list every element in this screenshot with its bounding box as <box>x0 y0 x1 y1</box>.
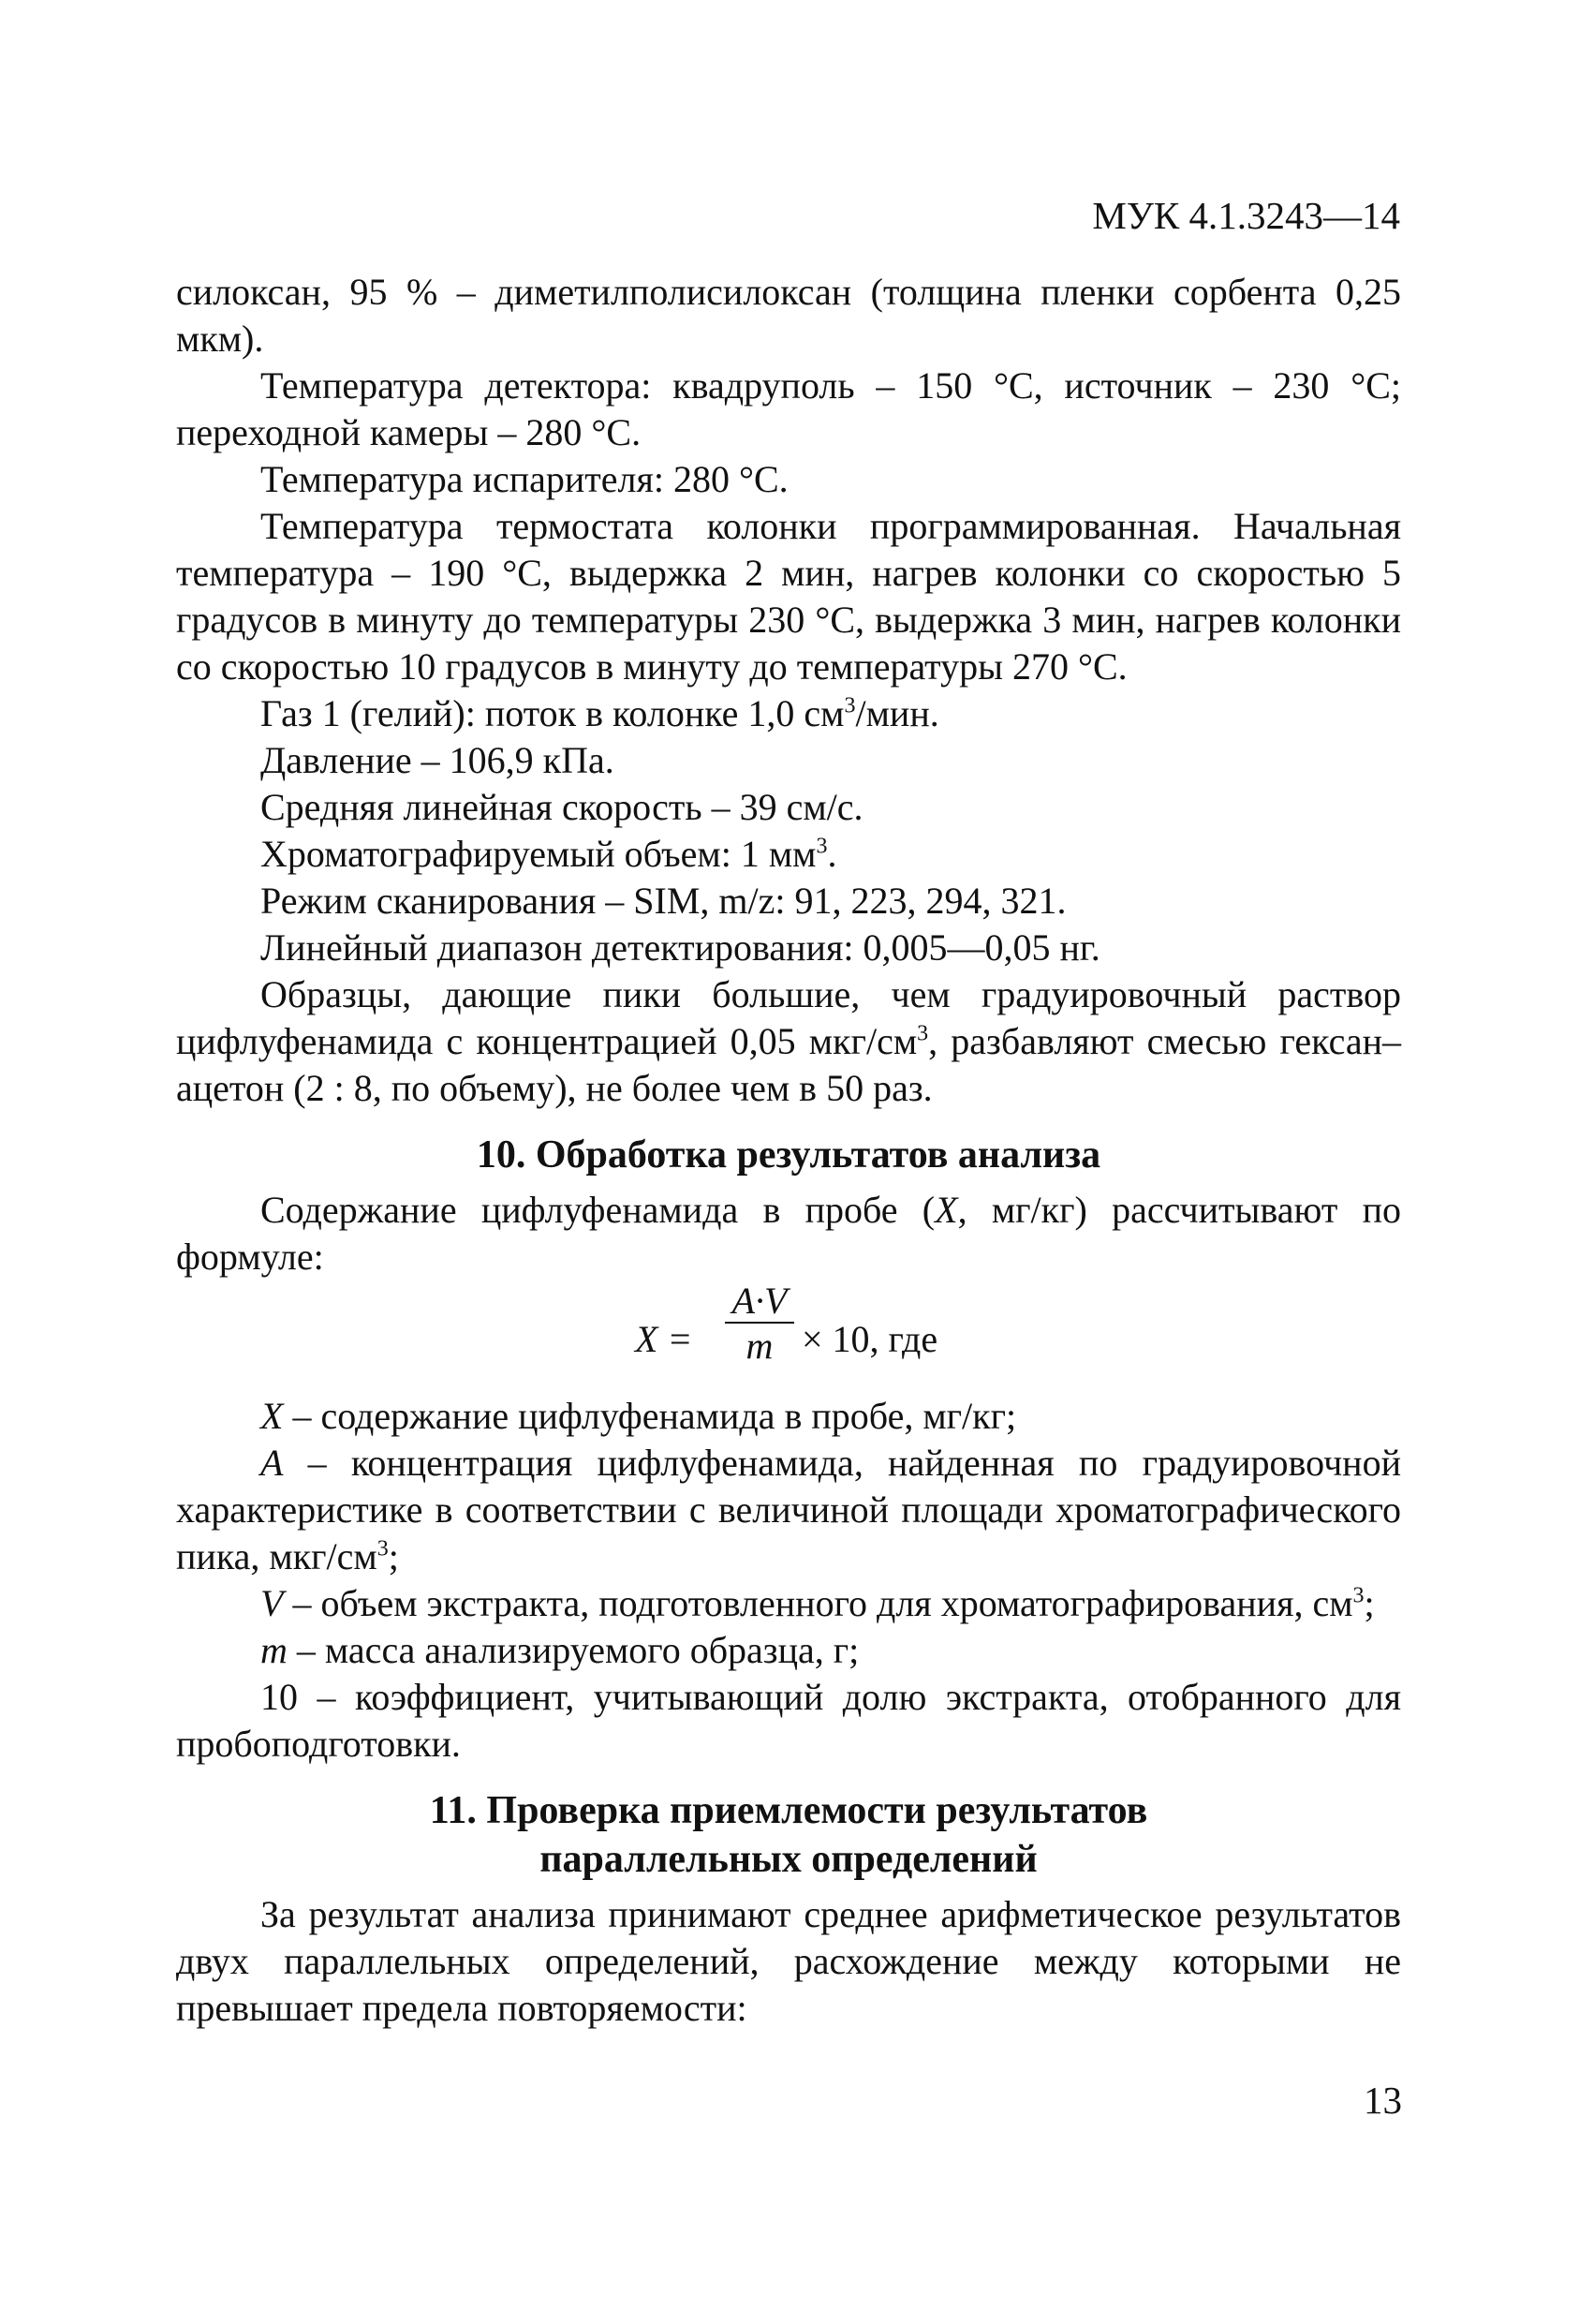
paragraph-carrier-gas: Газ 1 (гелий): поток в колонке 1,0 $см^3$/мин. <box>260 692 939 734</box>
formula-rhs: × 10, где <box>802 1318 938 1360</box>
definition-a: A – концентрация цифлуфенамида, найденная по градуировочной характеристике в соответствии с величиной площади хроматографического пика, мкг/$см^3$; <box>176 1442 1401 1577</box>
paragraph-column-continued: силоксан, 95 % – диметилполисилоксан (толщина пленки сорбента 0,25 мкм). <box>176 271 1401 360</box>
definition-m: m – масса анализируемого образца, г; <box>260 1629 860 1671</box>
paragraph-injection-volume: Хроматографируемый объем: 1 $мм^3$. <box>260 833 837 875</box>
paragraph-evaporator-temperature: Температура испарителя: 280 °С. <box>260 458 789 500</box>
paragraph-linear-range: Линейный диапазон детектирования: 0,005—0,05 нг. <box>260 926 1100 969</box>
formula-denominator: m <box>745 1325 774 1367</box>
document-code-header: МУК 4.1.3243—14 <box>1092 194 1400 237</box>
page-number: 13 <box>1364 2079 1402 2122</box>
paragraph-formula-intro: Содержание цифлуфенамида в пробе (X, мг/кг) рассчитывают по формуле: <box>176 1189 1402 1278</box>
paragraph-repeatability: За результат анализа принимают среднее арифметическое результатов двух параллельных определений, расхождение между которыми не превышает предела повторяемости: <box>176 1893 1401 2029</box>
paragraph-pressure: Давление – 106,9 кПа. <box>260 739 614 781</box>
calculation-formula <box>176 1280 1401 1393</box>
definition-x: X – содержание цифлуфенамида в пробе, мг/кг; <box>260 1395 1017 1437</box>
formula-lhs: X = <box>635 1318 693 1360</box>
section-11-heading-line2: параллельных определений <box>539 1838 1038 1881</box>
definition-coefficient: 10 – коэффициент, учитывающий долю экстракта, отобранного для пробоподготовки. <box>176 1676 1401 1765</box>
formula-numerator: A·V <box>725 1280 794 1324</box>
paragraph-linear-velocity: Средняя линейная скорость – 39 см/с. <box>260 786 863 828</box>
paragraph-dilution: Образцы, дающие пики большие, чем градуировочный раствор цифлуфенамида с концентрацией 0,05 мкг/$см^3$, разбавляют смесью гексан–ацетон (2 : 8, по объему), не более чем в 50 раз. <box>176 973 1401 1109</box>
section-11-heading <box>176 1786 1401 1884</box>
section-11-heading-line1: 11. Проверка приемлемости результатов <box>429 1789 1148 1832</box>
paragraph-oven-program: Температура термостата колонки программированная. Начальная температура – 190 °С, выдержка 2 мин, нагрев колонки со скоростью 5 градусов в минуту до температуры 230 °С, выдержка 3 мин, нагрев колонки со скоростью 10 градусов в минуту до температуры 270 °С. <box>176 505 1401 688</box>
paragraph-scan-mode: Режим сканирования – SIM, m/z: 91, 223, 294, 321. <box>260 880 1067 922</box>
paragraph-detector-temperature: Температура детектора: квадруполь – 150 °С, источник – 230 °С; переходной камеры – 280 °С. <box>176 364 1401 453</box>
formula-fraction <box>725 1280 794 1369</box>
page-body <box>176 269 1401 2032</box>
definition-v: V – объем экстракта, подготовленного для хроматографирования, $см^3$; <box>260 1582 1375 1624</box>
section-10-heading: 10. Обработка результатов анализа <box>476 1133 1101 1177</box>
